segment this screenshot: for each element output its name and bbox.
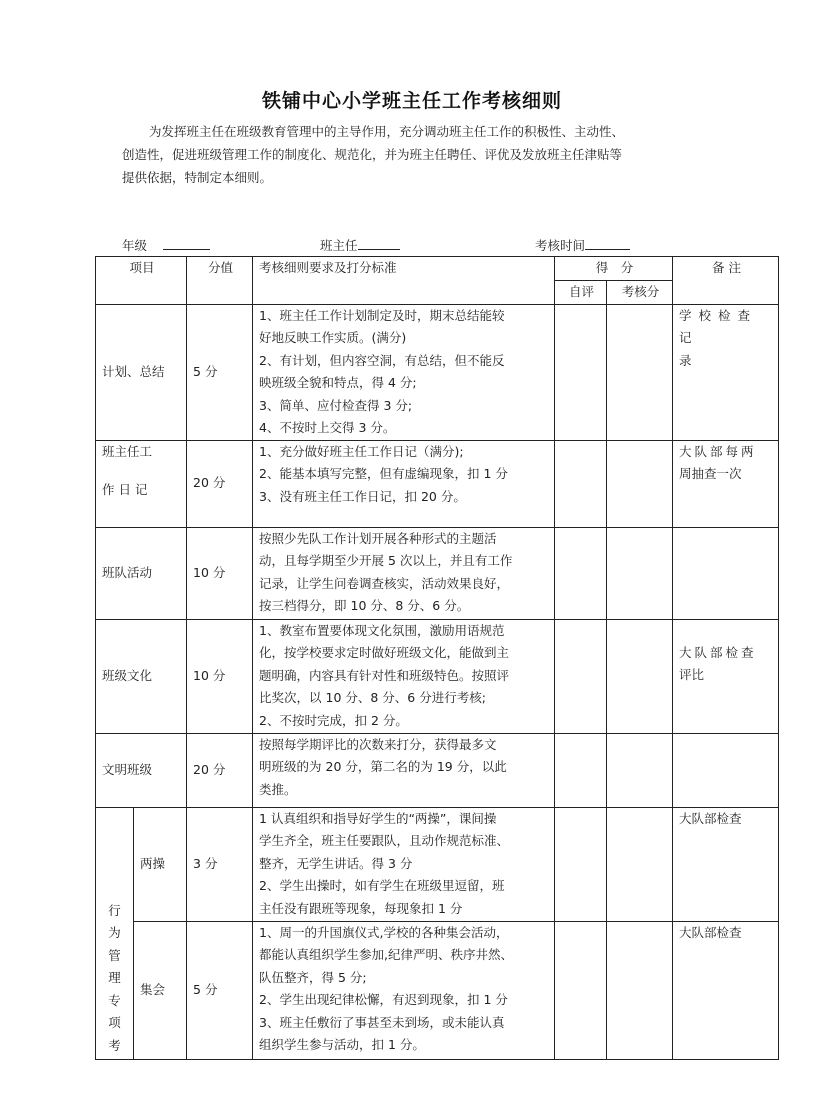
table-row: [96, 619, 779, 733]
criteria-cell: [253, 440, 555, 527]
criteria-line: 队伍整齐，得 5 分;: [259, 969, 367, 985]
criteria-line: 2、有计划，但内容空洞，有总结，但不能反: [259, 352, 505, 368]
criteria-line: 按照每学期评比的次数来打分，获得最多文: [259, 736, 497, 752]
score-cell: 5 分: [187, 304, 253, 440]
self-score-cell[interactable]: [555, 619, 607, 733]
criteria-line: 类推。: [259, 781, 297, 797]
teacher-blank: [358, 236, 400, 250]
criteria-line: 映班级全貌和特点，得 4 分;: [259, 375, 417, 390]
criteria-line: 1 认真组织和指导好学生的“两操”，课间操: [259, 810, 497, 826]
remark-line: 大队部检查: [679, 644, 757, 660]
header-review-score: 考核分: [607, 281, 673, 305]
criteria-line: 1、充分做好班主任工作日记（满分);: [259, 443, 464, 459]
table-row: [96, 527, 779, 619]
remark-cell: [673, 304, 779, 440]
remark-cell: [673, 733, 779, 807]
group-char: 行: [108, 902, 121, 918]
criteria-line: 题明确，内容具有针对性和班级特色。按照评: [259, 667, 510, 683]
item-cell: 计划、总结: [96, 304, 187, 440]
remark-line: 评比: [679, 667, 705, 682]
remark-line: 学校检查记: [679, 307, 758, 345]
remark-cell: [673, 619, 779, 733]
criteria-line: 1、周一的升国旗仪式,学校的各种集会活动，: [259, 924, 509, 940]
score-cell: 3 分: [187, 807, 253, 921]
remark-cell: [673, 807, 779, 921]
header-item: 项目: [96, 257, 187, 305]
table-row: [96, 304, 779, 440]
criteria-line: 主任没有跟班等现象，每现象扣 1 分: [259, 900, 463, 916]
criteria-line: 2、学生出操时，如有学生在班级里逗留，班: [259, 878, 505, 893]
criteria-line: 3、简单、应付检查得 3 分;: [259, 397, 413, 413]
group-char: 考: [108, 1037, 121, 1053]
remark-line: 大队部检查: [679, 924, 742, 940]
date-blank: [585, 236, 630, 250]
table-row: [96, 733, 779, 807]
intro-line: 提供依据，特制定本细则。: [122, 170, 273, 185]
criteria-cell: [253, 619, 555, 733]
item-cell: 班级文化: [96, 619, 187, 733]
teacher-field: [320, 236, 400, 254]
criteria-line: 按照少先队工作计划开展各种形式的主题活: [259, 530, 497, 546]
criteria-line: 1、教室布置要体现文化氛围，激励用语规范: [259, 622, 505, 638]
group-char: 项: [108, 1015, 121, 1030]
criteria-cell: [253, 807, 555, 921]
header-points: 得 分: [555, 257, 673, 281]
behavior-group-cell: [96, 807, 134, 1059]
item-line: 作 日 记: [102, 482, 148, 497]
table-row: [96, 440, 779, 527]
remark-line: 周抽查一次: [679, 466, 742, 481]
subitem-cell: 两操: [134, 807, 187, 921]
date-field: [535, 236, 630, 254]
criteria-line: 比奖次，以 10 分、8 分、6 分进行考核;: [259, 690, 486, 705]
criteria-line: 按三档得分，即 10 分、8 分、6 分。: [259, 598, 470, 613]
group-char: 为: [108, 925, 121, 940]
criteria-line: 都能认真组织学生参加,纪律严明、秩序井然、: [259, 947, 513, 962]
document-title: 铁铺中心小学班主任工作考核细则: [261, 90, 562, 112]
self-score-cell[interactable]: [555, 440, 607, 527]
criteria-line: 明班级的为 20 分，第二名的为 19 分，以此: [259, 759, 507, 774]
header-remark: 备 注: [673, 257, 779, 305]
item-cell: 文明班级: [96, 733, 187, 807]
subitem-cell: 集会: [134, 921, 187, 1059]
self-score-cell[interactable]: [555, 733, 607, 807]
criteria-line: 化，按学校要求定时做好班级文化，能做到主: [259, 645, 510, 660]
remark-cell: [673, 440, 779, 527]
criteria-line: 记录，让学生问卷调查核实，活动效果良好，: [259, 575, 510, 591]
teacher-label: 班主任: [320, 238, 358, 253]
assessment-table: [95, 256, 779, 1060]
criteria-cell: [253, 733, 555, 807]
grade-blank: [163, 236, 210, 250]
review-score-cell[interactable]: [607, 527, 673, 619]
self-score-cell[interactable]: [555, 304, 607, 440]
criteria-cell: [253, 527, 555, 619]
remark-cell: [673, 921, 779, 1059]
review-score-cell[interactable]: [607, 733, 673, 807]
score-cell: 10 分: [187, 527, 253, 619]
table-row: [96, 921, 779, 1059]
score-cell: 20 分: [187, 440, 253, 527]
self-score-cell[interactable]: [555, 807, 607, 921]
grade-field: [122, 236, 210, 254]
grade-label: 年级: [122, 238, 148, 253]
criteria-line: 动，且每学期至少开展 5 次以上，并且有工作: [259, 553, 513, 568]
item-cell: [96, 440, 187, 527]
criteria-line: 整齐，无学生讲话。得 3 分: [259, 855, 413, 871]
table-header-row: [96, 257, 779, 281]
self-score-cell[interactable]: [555, 921, 607, 1059]
item-line: 班主任工: [102, 443, 153, 459]
criteria-line: 2、学生出现纪律松懈，有迟到现象，扣 1 分: [259, 992, 508, 1007]
criteria-line: 3、没有班主任工作日记，扣 20 分。: [259, 488, 466, 504]
criteria-line: 好地反映工作实质。(满分): [259, 330, 407, 345]
behavior-group-label: [108, 900, 121, 1058]
review-score-cell[interactable]: [607, 921, 673, 1059]
group-char: 专: [108, 992, 121, 1008]
score-cell: 10 分: [187, 619, 253, 733]
header-criteria: 考核细则要求及打分标准: [253, 257, 555, 305]
date-label: 考核时间: [535, 238, 586, 253]
self-score-cell[interactable]: [555, 527, 607, 619]
intro-paragraph: [122, 120, 742, 189]
review-score-cell[interactable]: [607, 807, 673, 921]
criteria-line: 2、能基本填写完整，但有虚编现象，扣 1 分: [259, 466, 508, 481]
remark-line: 大队部检查: [679, 810, 742, 826]
criteria-line: 4、不按时上交得 3 分。: [259, 420, 396, 435]
criteria-line: 学生齐全，班主任要跟队，且动作规范标准、: [259, 833, 510, 848]
review-score-cell[interactable]: [607, 304, 673, 440]
group-char: 理: [108, 970, 121, 985]
review-score-cell[interactable]: [607, 619, 673, 733]
header-self-score: 自评: [555, 281, 607, 305]
group-char: 管: [108, 947, 121, 963]
remark-line: 大队部每两: [679, 443, 757, 459]
criteria-line: 3、班主任敷衍了事甚至未到场，或未能认真: [259, 1014, 505, 1030]
criteria-cell: [253, 921, 555, 1059]
criteria-line: 1、班主任工作计划制定及时，期末总结能较: [259, 307, 505, 323]
table-row: [96, 807, 779, 921]
review-score-cell[interactable]: [607, 440, 673, 527]
intro-line: 创造性，促进班级管理工作的制度化、规范化，并为班主任聘任、评优及发放班主任津贴等: [122, 147, 623, 162]
criteria-line: 2、不按时完成，扣 2 分。: [259, 712, 408, 728]
score-cell: 5 分: [187, 921, 253, 1059]
remark-line: 录: [679, 352, 692, 368]
intro-line: 为发挥班主任在班级教育管理中的主导作用，充分调动班主任工作的积极性、主动性、: [149, 124, 625, 139]
header-score: 分值: [187, 257, 253, 305]
remark-cell: [673, 527, 779, 619]
item-cell: 班队活动: [96, 527, 187, 619]
score-cell: 20 分: [187, 733, 253, 807]
criteria-line: 组织学生参与活动，扣 1 分。: [259, 1037, 425, 1052]
criteria-cell: [253, 304, 555, 440]
